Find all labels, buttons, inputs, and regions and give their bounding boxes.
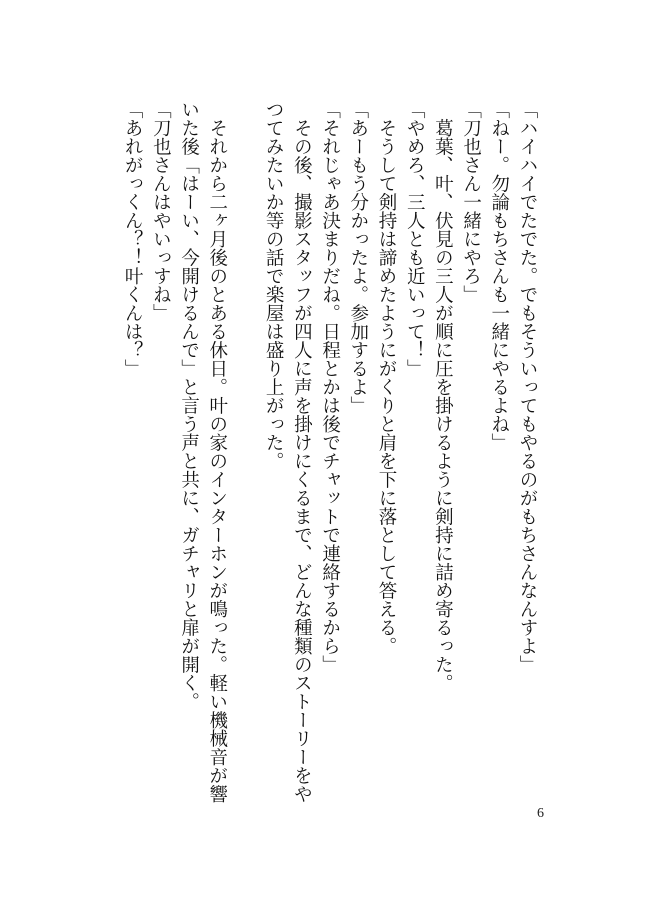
page-number: 6: [537, 806, 544, 821]
text-line: 「あーもう分かったよ。参加するよ」: [347, 100, 369, 415]
text-line: 「ハイハイでたでた。でもそういってもやるのがもちさんなんすよ」: [517, 100, 538, 674]
scene-break: [231, 100, 259, 800]
text-line: 「ねー。勿論もちさんも一緒にやるよね」: [488, 100, 510, 452]
text-line: 「やめろ、三人とも近いって！」: [404, 100, 426, 378]
text-line: 葛葉、叶、伏見の三人が順に圧を掛けるように剣持に詰め寄るった。: [432, 100, 454, 692]
text-line: 「刀也さん一緒にやろ」: [460, 100, 482, 304]
text-line: つてみたいか等の話で楽屋は盛り上がった。: [263, 100, 285, 470]
text-line: そうして剣持は諦めたようにがくりと肩を下に落として答える。: [375, 100, 397, 655]
vertical-text-body: [118, 100, 541, 803]
text-line: 「刀也さんはやいっすね」: [150, 100, 172, 322]
text-line: 「あれがっくん？！叶くんは？」: [122, 100, 144, 378]
text-line: いた後「はーい、今開けるんで」と言う声と共に、ガチャリと扉が開く。: [178, 100, 200, 711]
text-line: 「それじゃあ決まりだね。日程とかは後でチャットで連絡するから」: [319, 100, 341, 674]
text-line: それから二ヶ月後のとある休日。叶の家のインターホンが鳴った。軽い機械音が響: [206, 100, 228, 803]
text-line: その後、撮影スタッフが四人に声を掛けにくるまで、どんな種類のストーリーをや: [291, 100, 313, 803]
